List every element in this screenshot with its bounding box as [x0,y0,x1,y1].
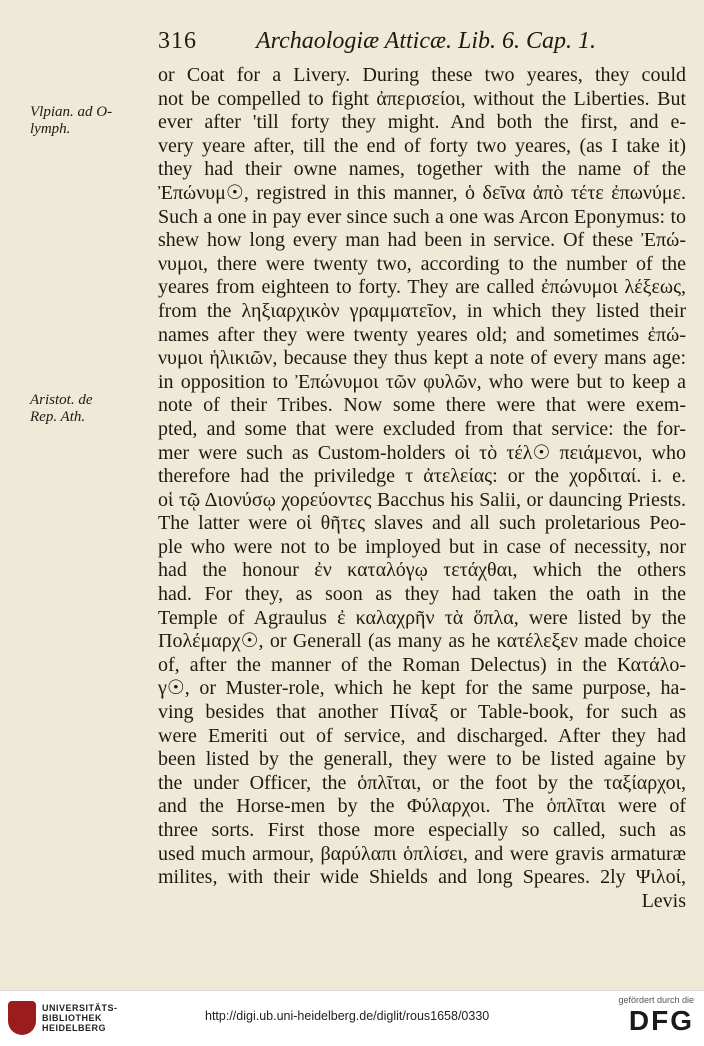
text-line: shew how long every man had been in service. Of these Ἐπώ- [158,229,686,252]
library-seal-icon [8,1001,36,1035]
text-line: not be compelled to fight ἀπερισείοι, without the Liberties. But [158,87,686,110]
text-line: Such a one in pay ever since such a one was Arcon Eponymus: to [158,205,686,228]
text-line: names after they were twenty yeares old; and sometimes ἐπώ- [158,323,686,346]
text-line: had. For they, as soon as they had taken the oath in the [158,583,686,606]
library-logo-text: UNIVERSITÄTS- BIBLIOTHEK HEIDELBERG [42,1003,118,1033]
text-line: and the Horse-men by the Φύλαρχοι. The ὁπλῖται were of [158,795,686,818]
text-line: used much armour, βαρύλαπι ὁπλίσει, and were gravis armaturæ [158,842,686,865]
text-line: milites, with their wide Shields and long Speares. 2ly Ψιλοί, [158,866,686,889]
text-line: very yeare after, till the end of forty two yeares, (as I take it) [158,134,686,157]
text-line: Ἐπώνυμ☉, registred in this manner, ὁ δεῖνα ἀπὸ τέτε ἐπωνύμε. [158,181,686,204]
text-line: ever after 'till forty they might. And both the first, and e- [158,111,686,134]
running-title: Archaologiæ Atticæ. Lib. 6. Cap. 1. [256,28,597,54]
library-logo[interactable] [8,999,168,1039]
page-number: 316 [158,28,197,54]
text-line: three sorts. First those more especially so called, such as [158,819,686,841]
funding-credit[interactable] [584,995,694,1037]
text-line: οἱ τῷ Διονύσῳ χορεύοντες Bacchus his Salii, or dauncing Priests. [158,488,686,511]
text-line: in opposition to Ἐπώνυμοι τῶν φυλῶν, who were but to keep a [158,370,686,393]
text-line: from the ληξιαρχικὸν γραμματεῖον, in which they listed their [158,299,686,322]
text-line: they had their owne names, together with the name of the [158,158,686,181]
text-line: or Coat for a Livery. During these two yeares, they could [158,64,686,86]
text-line: been listed by the generall, they were to be listed againe by [158,748,686,771]
body-text [158,64,686,913]
footer-bar [0,990,704,1046]
text-line: note of their Tribes. Now some there were that were exem- [158,394,686,417]
text-line: pted, and some that were excluded from that service: the for- [158,417,686,440]
permalink-url[interactable]: http://digi.ub.uni-heidelberg.de/diglit/rous1658/0330 [205,1009,490,1023]
text-line: ving besides that another Πίναξ or Table-book, for such as [158,701,686,724]
text-line: Πολέμαρχ☉, or Generall (as many as he κατέλεξεν made choice [158,630,686,653]
text-line: The latter were οἱ θῆτες slaves and all such proletarious Peo- [158,512,686,535]
text-line: νυμοι ἡλικιῶν, because they thus kept a note of every mans age: [158,347,686,370]
text-line: therefore had the priviledge τ ἀτελείας: or the χορδιταί. i. e. [158,465,686,488]
text-line: Temple of Agraulus ἐ καλαχρῆν τὰ ὅπλα, were listed by the [158,606,686,629]
text-line: νυμοι, there were twenty two, according to the number of the [158,252,686,275]
text-line: γ☉, or Muster-role, which he kept for the same purpose, ha- [158,677,686,700]
page-header [158,28,678,62]
text-line: ple who were not to be imployed but in case of necessity, nor [158,535,686,558]
margin-note-aristotle: Aristot. de Rep. Ath. [30,392,93,425]
text-line: mer were such as Custom-holders οἱ τὸ τέλ☉ πειάμενοι, who [158,441,686,464]
text-line: the under Officer, the ὁπλῖται, or the foot by the ταξίαρχοι, [158,771,686,794]
text-line: were Emeriti out of service, and discharged. After they had [158,724,686,747]
text-line: had the honour ἐν καταλόγῳ τετάχθαι, which the others [158,559,686,582]
text-line: Levis [641,889,686,912]
dfg-logo: DFG [628,1005,694,1036]
text-line: of, after the manner of the Roman Delectus) in the Κατάλο- [158,653,686,676]
funded-by-label: gefördert durch die [618,995,694,1005]
margin-note-ulpian: Vlpian. ad O- lymph. [30,104,113,137]
text-line: yeares from eighteen to forty. They are called ἐπώνυμοι λέξεως, [158,276,686,299]
